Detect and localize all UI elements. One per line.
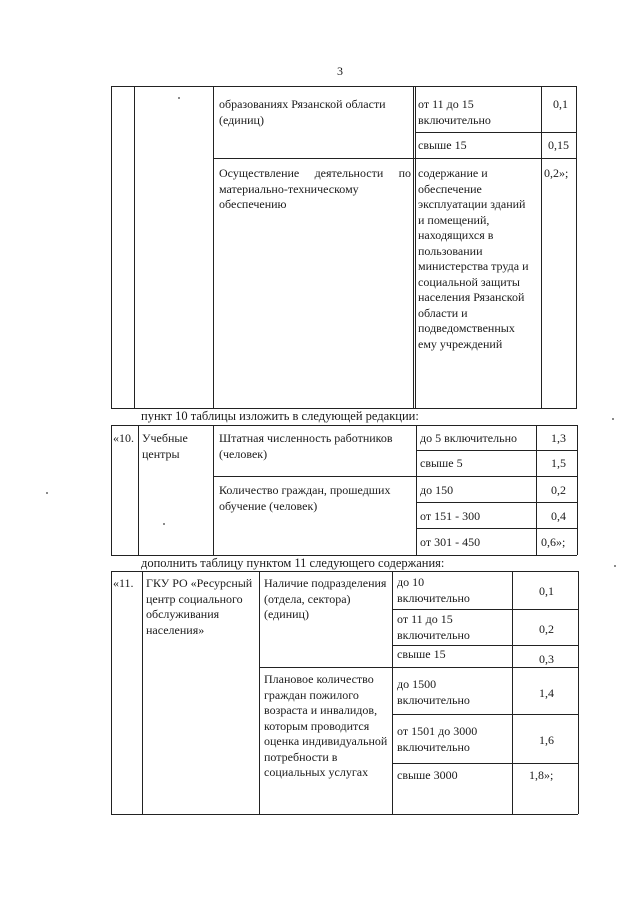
coefficient: 0,2 (551, 483, 566, 497)
criterion-label: Штатная численность работников (человек) (219, 431, 393, 461)
condition: до 10 включительно (397, 575, 470, 605)
criterion-label: Количество граждан, прошедших обучение (человек) (219, 483, 391, 513)
table-row-condition: от 11 до 15 включительно (418, 97, 491, 127)
coefficient: 1,6 (539, 733, 554, 747)
coefficient: 0,1 (539, 584, 554, 598)
condition: от 1501 до 3000 включительно (397, 724, 478, 754)
coefficient: 1,5 (551, 456, 566, 470)
criterion-label: Плановое количество граждан пожилого возраста и инвалидов, которым проводится оценка индивидуальной потребности в социальных услугах (264, 672, 388, 779)
condition: до 5 включительно (420, 431, 518, 445)
condition: от 11 до 15 включительно (397, 612, 470, 642)
scan-speck (612, 418, 614, 420)
coefficient: 1,8»; (529, 768, 554, 782)
condition: свыше 3000 (397, 768, 458, 782)
coefficient: 1,4 (539, 686, 554, 700)
table-row-value: 0,1 (553, 97, 568, 111)
condition: до 150 (420, 483, 454, 497)
condition: от 151 - 300 (420, 509, 481, 523)
row-number: «10. (113, 431, 134, 445)
condition: до 1500 включительно (397, 677, 470, 707)
page-number: 3 (337, 64, 343, 78)
scan-speck (178, 97, 180, 99)
table-row-value: 0,2»; (544, 166, 569, 180)
scan-speck (46, 492, 48, 494)
coefficient: 0,3 (539, 652, 554, 666)
scan-speck (614, 565, 616, 567)
coefficient: 0,2 (539, 622, 554, 636)
condition: свыше 5 (420, 456, 463, 470)
instruction-paragraph: дополнить таблицу пунктом 11 следующего содержания: (141, 556, 445, 570)
coefficient: 0,4 (551, 509, 566, 523)
instruction-paragraph: пункт 10 таблицы изложить в следующей редакции: (141, 409, 419, 423)
institution-name: ГКУ РО «Ресурсный центр социального обслуживания населения» (146, 576, 253, 637)
table-row-value: 0,15 (548, 138, 569, 152)
scan-speck (163, 523, 165, 525)
criterion-label: Наличие подразделения (отдела, сектора) (единиц) (264, 576, 387, 621)
condition: от 301 - 450 (420, 535, 481, 549)
table-row-criterion: Осуществление деятельности по материально-техническому обеспечению (219, 166, 411, 211)
condition: свыше 15 (397, 647, 446, 661)
table-row-condition: содержание и обеспечение эксплуатации зданий и помещений, находящихся в пользовании министерства труда и социальной защиты населения Рязанской области и подведомственных ему учреждений (418, 166, 529, 351)
coefficient: 0,6»; (541, 535, 566, 549)
table-row-condition: свыше 15 (418, 138, 467, 152)
coefficient: 1,3 (551, 431, 566, 445)
institution-name: Учебные центры (142, 431, 188, 461)
table-row-criterion: образованиях Рязанской области (единиц) (219, 97, 386, 127)
row-number: «11. (113, 576, 134, 590)
